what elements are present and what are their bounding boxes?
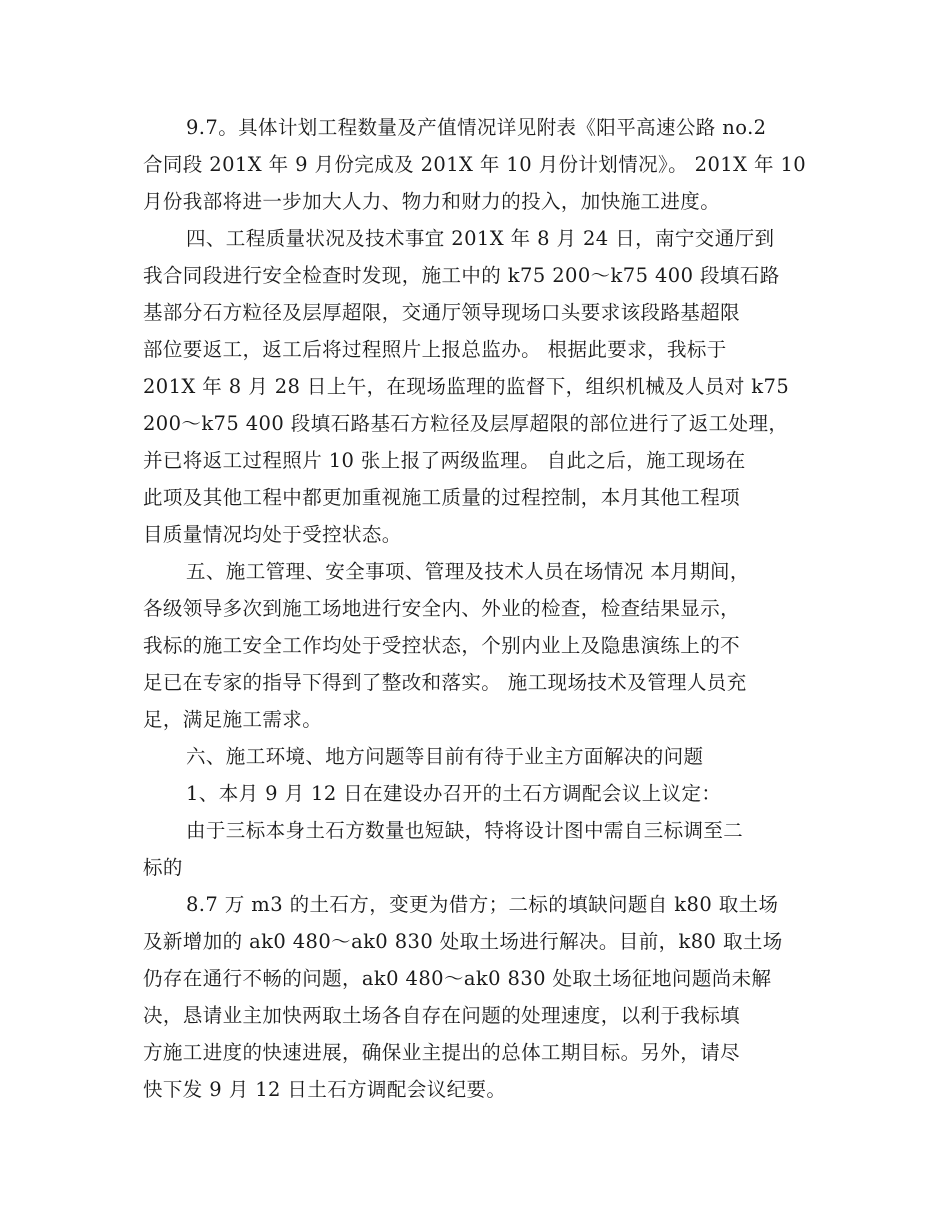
text-line: 8.7 万 m3 的土石方，变更为借方；二标的填缺问题自 k80 取土场 (186, 893, 779, 916)
text-line: 200～k75 400 段填石路基石方粒径及层厚超限的部位进行了返工处理， (143, 412, 789, 435)
text-line: 及新增加的 ak0 480～ak0 830 处取土场进行解决。目前，k80 取土场 (143, 930, 783, 953)
text-line: 1、本月 9 月 12 日在建设办召开的土石方调配会议上议定： (186, 782, 722, 805)
text-line: 合同段 201X 年 9 月份完成及 201X 年 10 月份计划情况》。 201X 年 10 (143, 153, 807, 176)
text-line: 快下发 9 月 12 日土石方调配会议纪要。 (143, 1078, 507, 1101)
section-heading-line: 六、施工环境、地方问题等目前有待于业主方面解决的问题 (186, 745, 704, 768)
text-line: 部位要返工，返工后将过程照片上报总监办。 根据此要求，我标于 (143, 338, 727, 361)
text-line: 我标的施工安全工作均处于受控状态，个别内业上及隐患演练上的不 (143, 634, 741, 657)
text-line: 方施工进度的快速进展，确保业主提出的总体工期目标。另外，请尽 (143, 1041, 741, 1064)
text-line: 我合同段进行安全检查时发现，施工中的 k75 200～k75 400 段填石路 (143, 264, 780, 287)
text-line: 标的 (143, 856, 183, 879)
text-line: 各级领导多次到施工场地进行安全内、外业的检查，检查结果显示， (143, 597, 741, 620)
text-line: 决，恳请业主加快两取土场各自存在问题的处理速度，以利于我标填 (143, 1004, 741, 1027)
text-line: 月份我部将进一步加大人力、物力和财力的投入，加快施工进度。 (143, 190, 721, 213)
text-line: 由于三标本身土石方数量也短缺，特将设计图中需自三标调至二 (186, 819, 744, 842)
text-line: 此项及其他工程中都更加重视施工质量的过程控制，本月其他工程项 (143, 486, 741, 509)
section-heading-line: 四、工程质量状况及技术事宜 201X 年 8 月 24 日，南宁交通厅到 (186, 227, 775, 250)
text-line: 足，满足施工需求。 (143, 708, 323, 731)
text-line: 9.7。具体计划工程数量及产值情况详见附表《阳平高速公路 no.2 (186, 116, 767, 139)
text-line: 目质量情况均处于受控状态。 (143, 523, 402, 546)
text-line: 仍存在通行不畅的问题，ak0 480～ak0 830 处取土场征地问题尚未解 (143, 967, 772, 990)
text-line: 并已将返工过程照片 10 张上报了两级监理。 自此之后，施工现场在 (143, 449, 746, 472)
text-line: 基部分石方粒径及层厚超限，交通厅领导现场口头要求该段路基超限 (143, 301, 741, 324)
section-heading-line: 五、施工管理、安全事项、管理及技术人员在场情况 本月期间， (186, 560, 750, 583)
text-line: 201X 年 8 月 28 日上午，在现场监理的监督下，组织机械及人员对 k75 (143, 375, 790, 398)
text-line: 足已在专家的指导下得到了整改和落实。 施工现场技术及管理人员充 (143, 671, 747, 694)
